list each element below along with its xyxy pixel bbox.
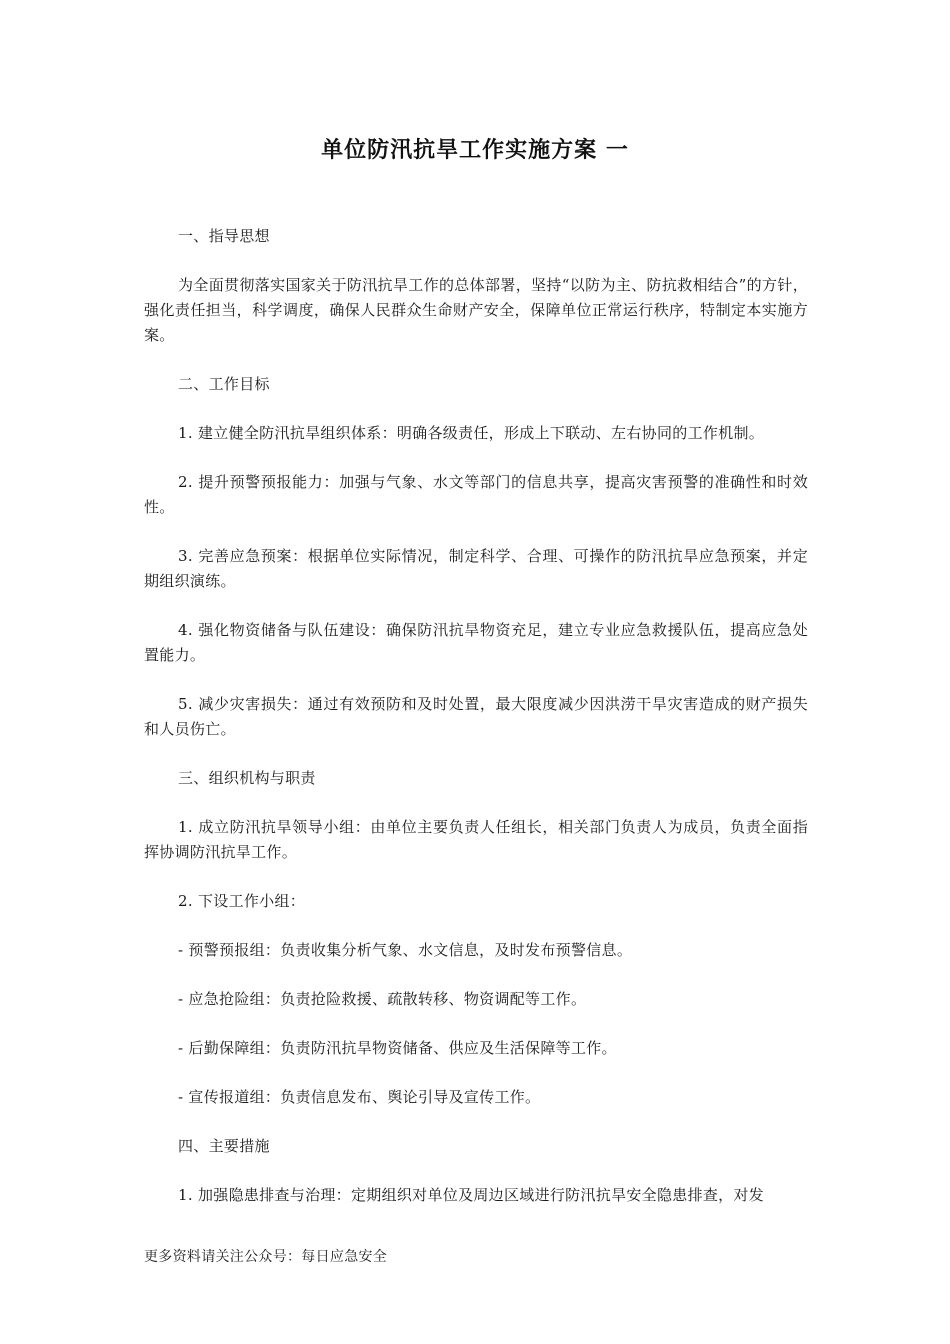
paragraph: 为全面贯彻落实国家关于防汛抗旱工作的总体部署，坚持“以防为主、防抗救相结合”的方针，强化责任担当，科学调度，确保人民群众生命财产安全，保障单位正常运行秩序，特制定本实施方案。 bbox=[144, 276, 808, 344]
sub-list-item: - 后勤保障组：负责防汛抗旱物资储备、供应及生活保障等工作。 bbox=[178, 1039, 617, 1057]
sub-list-item: - 预警预报组：负责收集分析气象、水文信息，及时发布预警信息。 bbox=[178, 941, 633, 959]
section-heading: 三、组织机构与职责 bbox=[178, 769, 316, 787]
list-item: 3. 完善应急预案：根据单位实际情况，制定科学、合理、可操作的防汛抗旱应急预案，并定期组织演练。 bbox=[144, 547, 808, 590]
list-item: 5. 减少灾害损失：通过有效预防和及时处置，最大限度减少因洪涝干旱灾害造成的财产损失和人员伤亡。 bbox=[144, 695, 808, 738]
section-heading: 四、主要措施 bbox=[178, 1137, 270, 1155]
sub-list-item: - 应急抢险组：负责抢险救援、疏散转移、物资调配等工作。 bbox=[178, 990, 587, 1008]
list-item: 2. 提升预警预报能力：加强与气象、水文等部门的信息共享，提高灾害预警的准确性和时效性。 bbox=[144, 473, 808, 516]
list-item: 1. 建立健全防汛抗旱组织体系：明确各级责任，形成上下联动、左右协同的工作机制。 bbox=[178, 424, 765, 442]
sub-list-item: - 宣传报道组：负责信息发布、舆论引导及宣传工作。 bbox=[178, 1088, 541, 1106]
page-footer: 更多资料请关注公众号：每日应急安全 bbox=[144, 1249, 388, 1265]
list-item: 2. 下设工作小组： bbox=[178, 892, 306, 910]
section-heading: 一、指导思想 bbox=[178, 227, 270, 245]
list-item: 1. 加强隐患排查与治理：定期组织对单位及周边区域进行防汛抗旱安全隐患排查，对发 bbox=[178, 1186, 765, 1204]
document-body bbox=[144, 224, 808, 1232]
section-heading: 二、工作目标 bbox=[178, 375, 270, 393]
list-item: 4. 强化物资储备与队伍建设：确保防汛抗旱物资充足，建立专业应急救援队伍，提高应急处置能力。 bbox=[144, 621, 808, 664]
list-item: 1. 成立防汛抗旱领导小组：由单位主要负责人任组长，相关部门负责人为成员，负责全面指挥协调防汛抗旱工作。 bbox=[144, 818, 808, 861]
document-title: 单位防汛抗旱工作实施方案 一 bbox=[321, 138, 629, 163]
